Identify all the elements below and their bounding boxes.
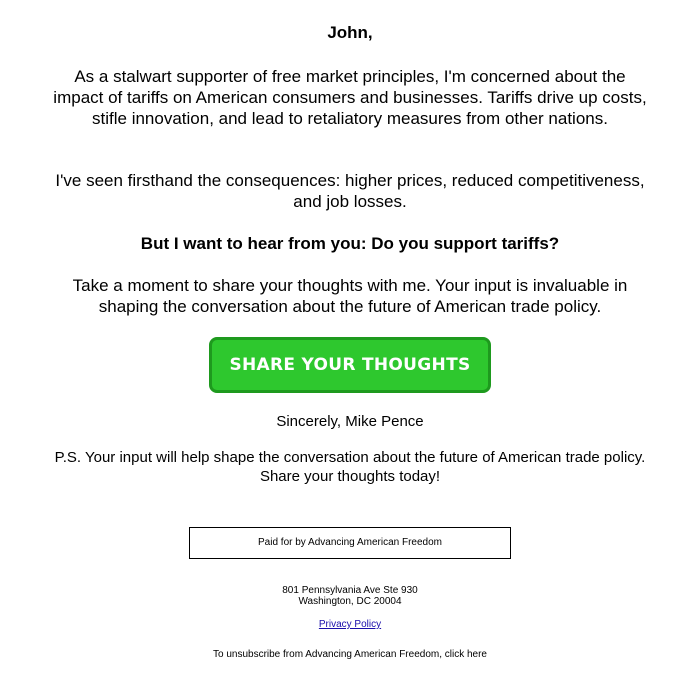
postscript: P.S. Your input will help shape the conversation about the future of American trade policy. Share your thoughts today! [54,449,646,485]
intro-paragraph: As a stalwart supporter of free market principles, I'm concerned about the impact of tariffs on American consumers and businesses. Tariffs drive up costs, stifle innovation, and lead to retaliatory measures from other nations. [53,67,647,128]
mailing-address [0,585,700,607]
paid-for-disclaimer: Paid for by Advancing American Freedom [189,527,511,559]
invite-paragraph: Take a moment to share your thoughts with me. Your input is invaluable in shaping the conversation about the future of American trade policy. [72,276,628,316]
consequences-paragraph: I've seen firsthand the consequences: higher prices, reduced competitiveness, and job losses. [55,171,645,211]
cta-container [0,337,700,393]
address-line-1: 801 Pennsylvania Ave Ste 930 [282,585,418,596]
privacy-policy-link[interactable]: Privacy Policy [318,619,382,630]
share-thoughts-button[interactable]: SHARE YOUR THOUGHTS [209,337,491,393]
greeting: John, [327,23,373,42]
address-line-2: Washington, DC 20004 [298,596,402,607]
privacy-row [0,619,700,631]
question-paragraph: But I want to hear from you: Do you support tariffs? [140,234,560,253]
unsubscribe-link[interactable]: To unsubscribe from Advancing American Freedom, click here [212,649,487,660]
signoff: Sincerely, Mike Pence [276,413,424,430]
